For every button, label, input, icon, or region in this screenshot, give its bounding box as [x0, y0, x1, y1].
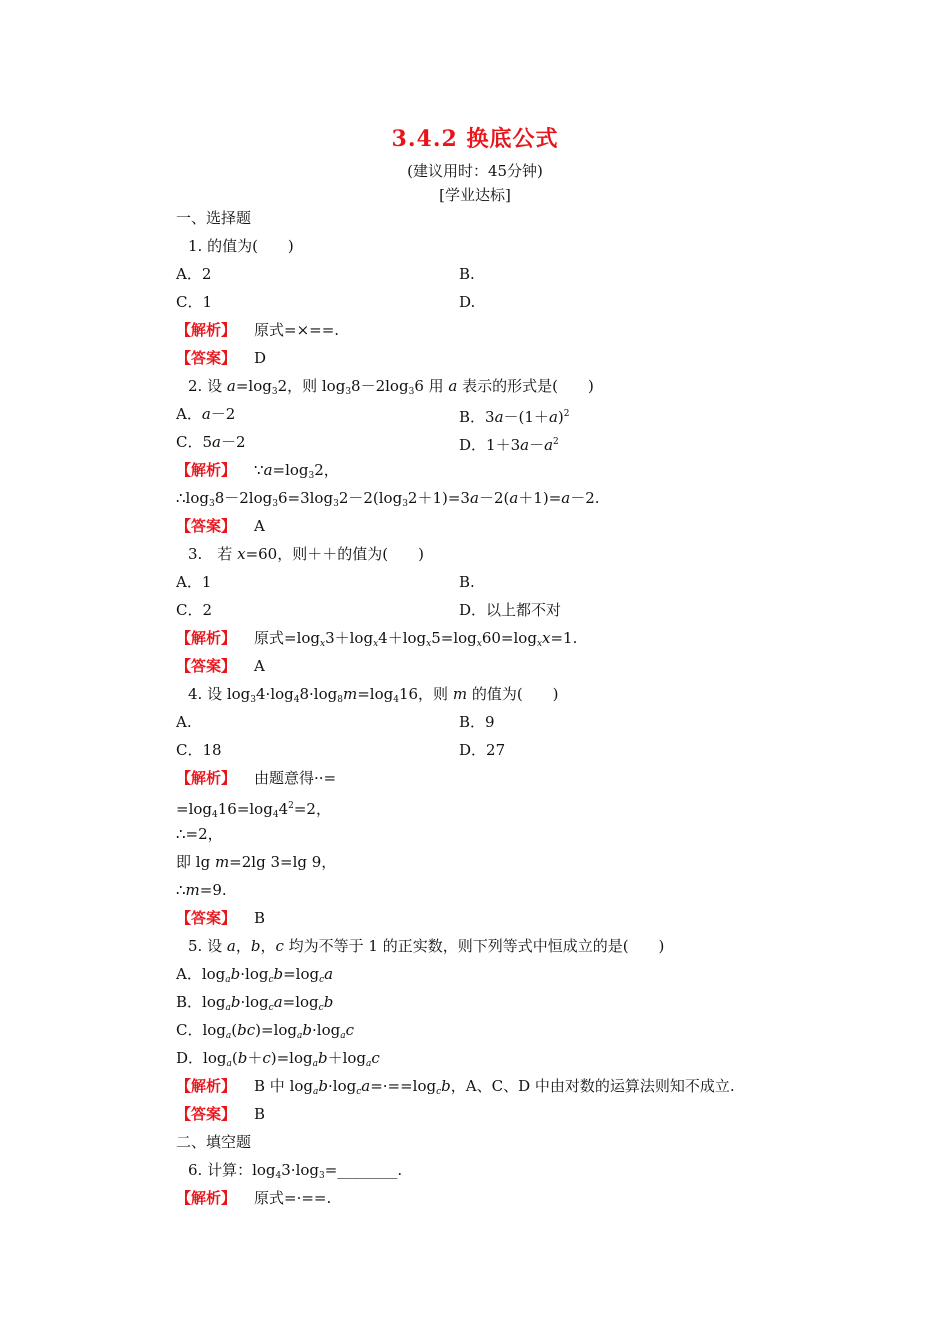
q5-analysis: 【解析】 B 中 $\log_ab\cdot\log_ca=\cdot==\log_cb$，A、C、D 中由对数的运算法则知不成立.	[176, 1077, 735, 1097]
q4-option-a: A.	[176, 713, 192, 731]
q3-answer-text: A	[254, 657, 265, 675]
analysis-tag: 【解析】	[176, 461, 237, 479]
q1-option-d: D.	[459, 293, 476, 311]
page-title: 3.4.2 换底公式	[391, 126, 559, 152]
analysis-tag: 【解析】	[176, 769, 237, 787]
q4-option-b: B．9	[459, 713, 495, 731]
q4-answer	[176, 908, 265, 928]
q4-answer-text: B	[254, 909, 266, 927]
analysis-tag: 【解析】	[176, 1077, 237, 1095]
q2-option-d: D．$1+3a-a^2$	[459, 436, 559, 454]
q4-stem: 4. 设 $\log_34\cdot\log_48\cdot\log_8m=\log_416$，则 m 的值为( )	[188, 685, 559, 705]
q2-option-c: C．5a－2	[176, 433, 246, 451]
answer-tag: 【答案】	[176, 1105, 237, 1123]
q3-option-b: B.	[459, 573, 475, 591]
q1-answer	[176, 348, 266, 368]
q6-prefix: 6. 计算：	[188, 1161, 253, 1179]
q2-answer	[176, 516, 265, 536]
q3-option-c: C．2	[176, 601, 213, 619]
q5-stem: 5. 设 a，b，c 均为不等于 1 的正实数，则下列等式中恒成立的是( )	[188, 937, 665, 955]
q2-stem: 2. 设 $a=\log_32$，则 $\log_38-2\log_36$ 用 a 表示的形式是( )	[188, 377, 594, 397]
q4-analysis-4: 即 lg m=2lg 3=lg 9，	[176, 853, 337, 871]
q5-option-b: B．$\log_ab\cdot\log_ca=\log_cb$	[176, 993, 334, 1013]
q4-analysis-3: ∴=2，	[176, 825, 223, 843]
analysis-tag: 【解析】	[176, 1189, 237, 1207]
q2-option-b: B．$3a-(1+a)^2$	[459, 408, 570, 426]
q6-stem: 6. 计算：$\log_43\cdot\log_3=\_\_\_\_\_\_\_\_$.	[188, 1161, 403, 1181]
q1-stem: 1. 的值为( )	[188, 237, 294, 255]
q6-analysis-text: 原式=·==.	[254, 1189, 332, 1207]
q1-option-a: A．2	[176, 265, 212, 283]
q4-analysis-5: ∴m=9.	[176, 881, 227, 899]
q1-option-c: C．1	[176, 293, 213, 311]
q3-stem: 3. 若 x=60，则＋＋的值为( )	[188, 545, 424, 563]
q5-option-a: A．$\log_ab\cdot\log_cb=\log_ca$	[176, 965, 334, 985]
q2-option-a: A．a－2	[176, 405, 236, 423]
q5-option-c: C．$\log_a(bc)=\log_ab\cdot\log_ac$	[176, 1021, 354, 1041]
q2-num: 2. 设	[188, 377, 223, 395]
q4-analysis-2: $=\log_416=\log_44^2=2$，	[176, 800, 331, 820]
time-note: (建议用时：45分钟)	[407, 162, 543, 180]
q5-answer	[176, 1104, 265, 1124]
q3-option-a: A．1	[176, 573, 212, 591]
answer-tag: 【答案】	[176, 909, 237, 927]
q1-answer-text: D	[254, 349, 267, 367]
analysis-tag: 【解析】	[176, 629, 237, 647]
q4-option-c: C．18	[176, 741, 222, 759]
q3-answer	[176, 656, 265, 676]
q4-analysis-text: 由题意得··=	[254, 769, 337, 787]
q1-option-b: B.	[459, 265, 475, 283]
q6-analysis	[176, 1188, 331, 1208]
q5-answer-text: B	[254, 1105, 266, 1123]
analysis-tag: 【解析】	[176, 321, 237, 339]
q5-option-d: D．$\log_a(b+c)=\log_ab+\log_ac$	[176, 1049, 380, 1069]
q3-analysis: 【解析】 原式$=\log_x3+\log_x4+\log_x5=\log_x60=\log_xx=1$.	[176, 629, 578, 649]
q4-option-d: D．27	[459, 741, 506, 759]
section-heading-choice: 一、选择题	[176, 209, 252, 227]
q2-answer-text: A	[254, 517, 265, 535]
q2-analysis: 【解析】 $\because a=\log_32$，	[176, 461, 339, 481]
q1-analysis	[176, 320, 339, 340]
answer-tag: 【答案】	[176, 517, 237, 535]
q1-analysis-text: 原式=×==.	[254, 321, 340, 339]
q2-analysis-2: $\therefore\log_38-2\log_36=3\log_32-2(\log_32+1)=3a-2(a+1)=a-2$.	[176, 489, 600, 509]
section-heading-fill: 二、填空题	[176, 1133, 252, 1151]
q3-option-d: D．以上都不对	[459, 601, 562, 619]
q4-analysis	[176, 768, 336, 788]
answer-tag: 【答案】	[176, 349, 237, 367]
level-label: [学业达标]	[439, 186, 511, 204]
answer-tag: 【答案】	[176, 657, 237, 675]
